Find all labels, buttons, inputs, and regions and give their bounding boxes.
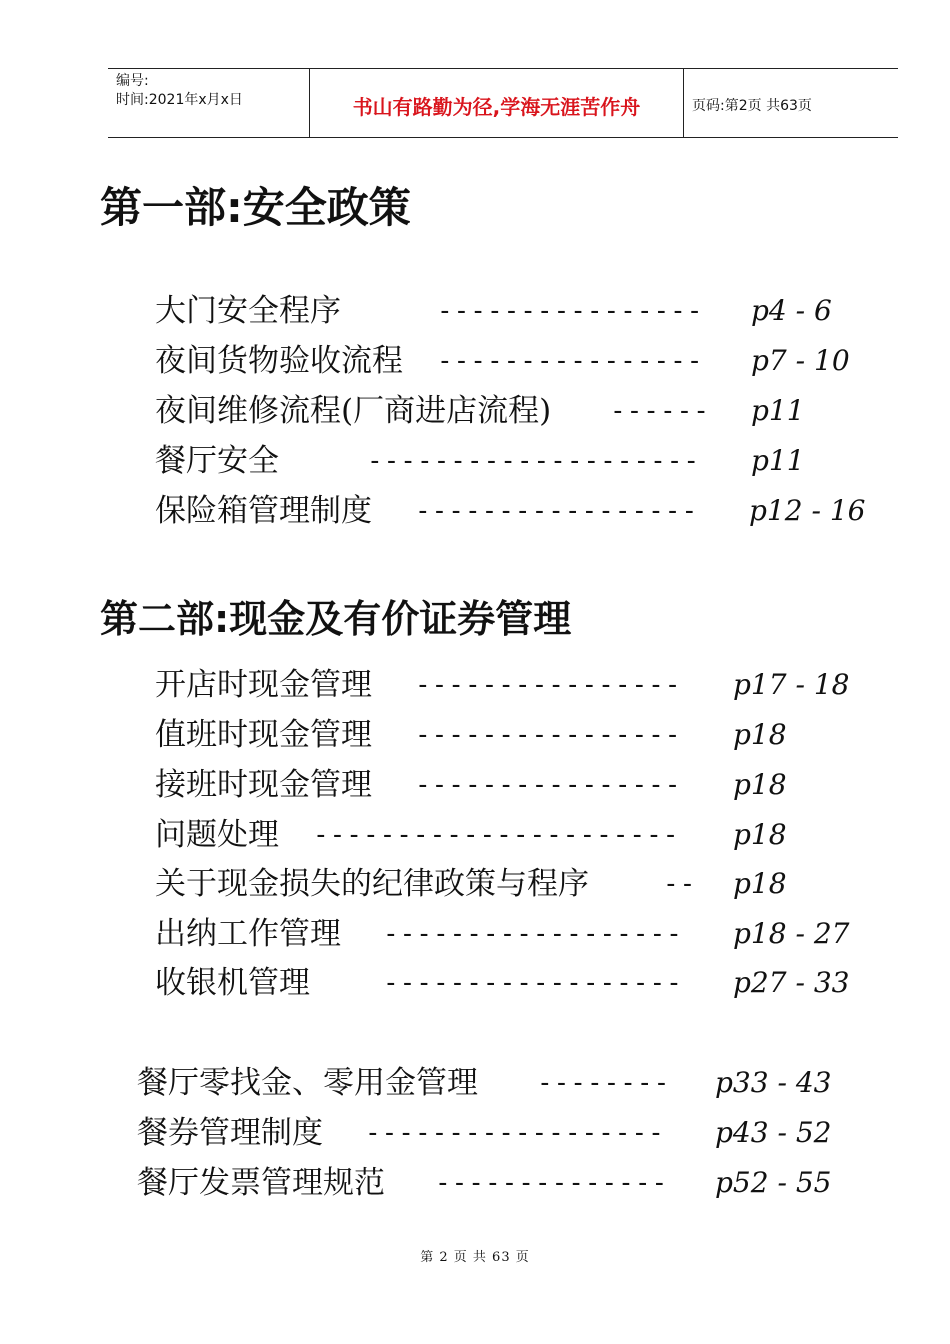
document-time-label: 时间:2021年x月x日	[116, 92, 243, 108]
toc-page-range: p18	[733, 768, 787, 801]
header-meta-cell	[108, 69, 310, 137]
toc-entry[interactable]	[155, 663, 875, 707]
header-motto: 书山有路勤为径,学海无涯苦作舟	[352, 94, 641, 119]
toc-entry[interactable]	[155, 813, 875, 857]
toc-page-range: p4 - 6	[751, 294, 832, 327]
toc-leader: --------	[537, 1068, 671, 1098]
section-2-title: 第二部:现金及有价证券管理	[100, 597, 572, 641]
toc-entry-title: 出纳工作管理	[155, 916, 341, 952]
document-number-label: 编号:	[116, 73, 149, 89]
toc-entry-title: 餐券管理制度	[137, 1115, 323, 1151]
toc-page-range: p18 - 27	[733, 917, 850, 950]
toc-page-range: p27 - 33	[733, 966, 850, 999]
toc-entry[interactable]	[137, 1161, 857, 1205]
toc-entry-title: 值班时现金管理	[155, 717, 372, 753]
toc-leader: ----------------	[437, 296, 704, 326]
toc-entry[interactable]	[155, 339, 875, 383]
header-motto-cell	[310, 69, 684, 137]
toc-page-range: p7 - 10	[751, 344, 850, 377]
toc-page-range: p18	[733, 718, 787, 751]
toc-page-range: p11	[751, 394, 805, 427]
toc-entry-title: 开店时现金管理	[155, 667, 372, 703]
toc-leader: ------------------	[383, 919, 683, 949]
toc-leader: --------------------	[367, 446, 701, 476]
page-footer: 第 2 页 共 63 页	[420, 1250, 530, 1265]
toc-leader: ------------------	[383, 968, 683, 998]
toc-entry[interactable]	[155, 389, 875, 433]
toc-entry[interactable]	[155, 912, 875, 956]
toc-page-range: p52 - 55	[715, 1166, 832, 1199]
toc-entry[interactable]	[137, 1061, 857, 1105]
toc-entry-title: 问题处理	[155, 817, 279, 853]
toc-entry-title: 餐厅零找金、零用金管理	[137, 1065, 478, 1101]
toc-leader: ------	[610, 396, 710, 426]
toc-entry-title: 保险箱管理制度	[155, 493, 372, 529]
toc-leader: ----------------	[415, 720, 682, 750]
toc-entry[interactable]	[155, 713, 875, 757]
toc-page-range: p33 - 43	[715, 1066, 832, 1099]
toc-page-range: p18	[733, 867, 787, 900]
toc-page-range: p18	[733, 818, 787, 851]
toc-entry[interactable]	[137, 1111, 857, 1155]
toc-entry-title: 餐厅安全	[155, 443, 279, 479]
toc-leader: ----------------	[437, 346, 704, 376]
header-page-info: 页码:第2页 共63页	[692, 98, 812, 114]
toc-leader: --	[663, 869, 697, 899]
page-header	[108, 68, 898, 138]
header-page-cell	[684, 69, 898, 137]
toc-entry-title: 关于现金损失的纪律政策与程序	[155, 866, 589, 902]
toc-page-range: p11	[751, 444, 805, 477]
toc-entry[interactable]	[155, 489, 875, 533]
toc-page-range: p12 - 16	[749, 494, 866, 527]
section-1-title: 第一部:安全政策	[100, 183, 411, 232]
toc-entry[interactable]	[155, 961, 875, 1005]
toc-page-range: p43 - 52	[715, 1116, 832, 1149]
toc-entry[interactable]	[155, 763, 875, 807]
toc-entry-title: 餐厅发票管理规范	[137, 1165, 385, 1201]
toc-entry-title: 夜间维修流程(厂商进店流程)	[155, 393, 552, 429]
toc-leader: --------------	[435, 1168, 669, 1198]
toc-page-range: p17 - 18	[733, 668, 850, 701]
toc-entry-title: 收银机管理	[155, 965, 310, 1001]
toc-entry-title: 大门安全程序	[155, 293, 341, 329]
toc-entry[interactable]	[155, 289, 875, 333]
toc-leader: ----------------------	[313, 820, 680, 850]
toc-leader: -----------------	[415, 496, 699, 526]
toc-leader: ------------------	[365, 1118, 665, 1148]
toc-leader: ----------------	[415, 670, 682, 700]
toc-leader: ----------------	[415, 770, 682, 800]
toc-entry[interactable]	[155, 439, 875, 483]
toc-entry-title: 接班时现金管理	[155, 767, 372, 803]
toc-entry[interactable]	[155, 862, 875, 906]
toc-entry-title: 夜间货物验收流程	[155, 343, 403, 379]
